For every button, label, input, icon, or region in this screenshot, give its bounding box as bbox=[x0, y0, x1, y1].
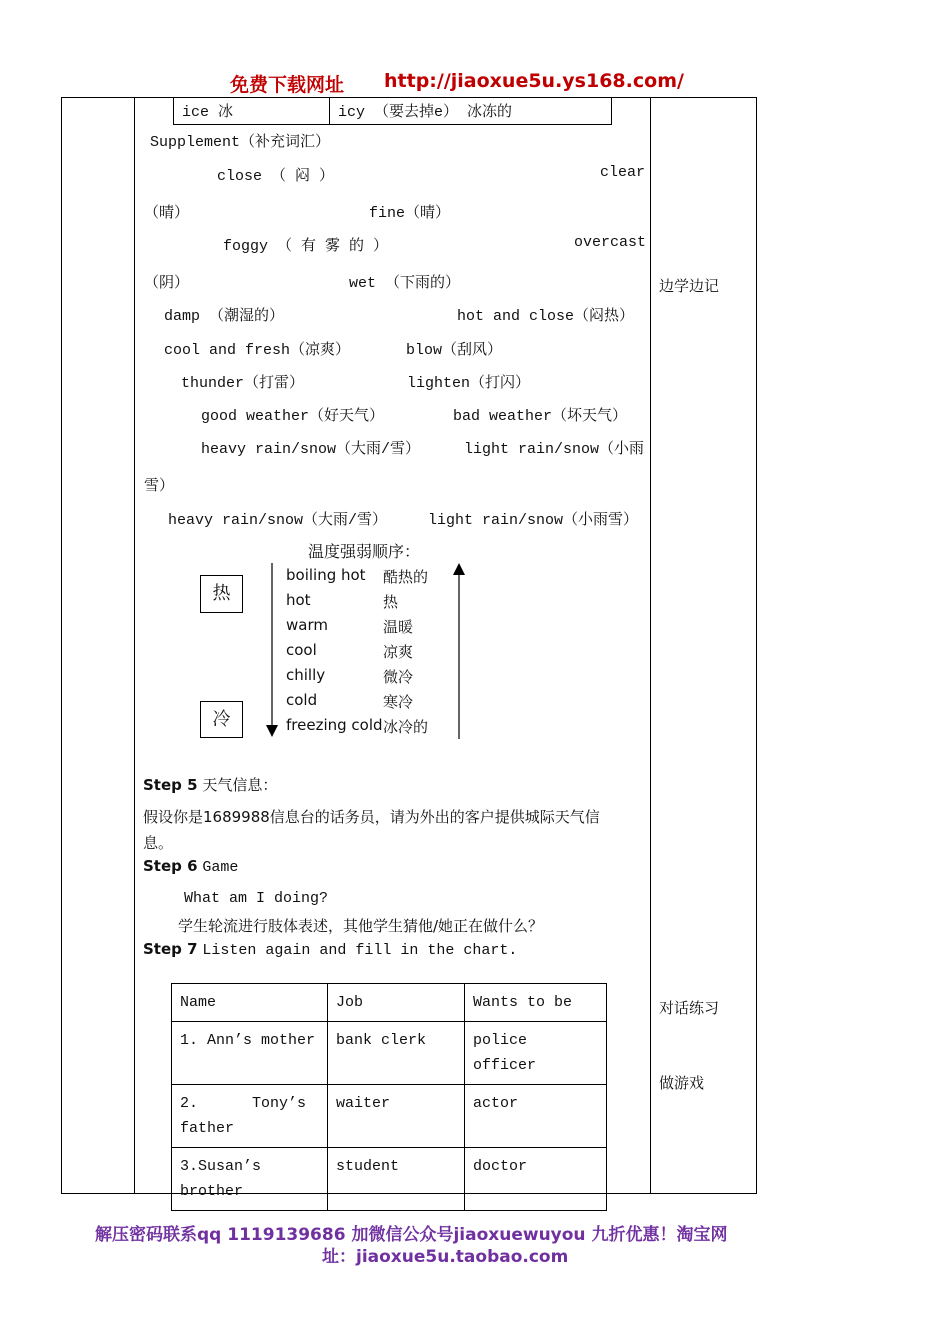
vocab-clear: clear bbox=[600, 164, 646, 181]
vocab-thunder: thunder（打雷） bbox=[181, 375, 305, 392]
up-arrow-icon bbox=[453, 563, 465, 575]
step6-title: Game bbox=[202, 859, 239, 876]
step6-heading bbox=[143, 857, 238, 876]
supplement-title: Supplement（补充词汇） bbox=[150, 134, 331, 151]
vocab-foggy: foggy （ 有 雾 的 ） bbox=[223, 238, 389, 255]
header-job: Job bbox=[328, 984, 465, 1022]
vocab-good-weather: good weather（好天气） bbox=[201, 408, 385, 425]
step7-label: Step 7 bbox=[143, 940, 198, 958]
footer-line-1: 解压密码联系qq 1119139686 加微信公众号jiaoxuewuyou 九折优惠！淘宝网 bbox=[95, 1225, 728, 1245]
table-row bbox=[172, 1022, 607, 1085]
job-chart bbox=[171, 983, 607, 1211]
temperature-en-1: hot bbox=[286, 591, 311, 609]
vocab-light-2: light rain/snow（小雨雪） bbox=[428, 512, 639, 529]
step7-heading bbox=[143, 940, 517, 959]
side-note-dialogue: 对话练习 bbox=[659, 999, 720, 1017]
temperature-cn-4: 微冷 bbox=[383, 668, 414, 686]
step5-heading bbox=[143, 774, 277, 795]
cell-name: 1. Ann’s mother bbox=[172, 1022, 328, 1085]
temperature-cn-6: 冰冷的 bbox=[383, 718, 429, 736]
temperature-en-6: freezing cold bbox=[286, 716, 383, 734]
side-note-game: 做游戏 bbox=[659, 1074, 705, 1092]
cell-wants: actor bbox=[465, 1085, 607, 1148]
temperature-cn-0: 酷热的 bbox=[383, 568, 429, 586]
header-url-link[interactable]: http://jiaoxue5u.ys168.com/ bbox=[384, 70, 684, 92]
header-wants: Wants to be bbox=[465, 984, 607, 1022]
cell-wants: police officer bbox=[465, 1022, 607, 1085]
vocab-wet: wet （下雨的） bbox=[349, 275, 461, 292]
frame-col2 bbox=[650, 97, 651, 1194]
temperature-cn-1: 热 bbox=[383, 593, 399, 611]
table-row bbox=[172, 1085, 607, 1148]
vocab-blow: blow（刮风） bbox=[406, 342, 503, 359]
frame-left bbox=[61, 97, 62, 1194]
step5-text-1: 假设你是1689988信息台的话务员，请为外出的客户提供城际天气信 bbox=[143, 808, 600, 826]
side-note-learn: 边学边记 bbox=[659, 277, 720, 295]
temperature-cn-3: 凉爽 bbox=[383, 643, 414, 661]
cold-box: 冷 bbox=[200, 701, 243, 738]
step5-text-2: 息。 bbox=[143, 834, 174, 852]
vocab-light-1-cont: 雪） bbox=[144, 478, 175, 495]
step6-desc: 学生轮流进行肢体表述，其他学生猜他/她正在做什么？ bbox=[178, 917, 544, 935]
step6-question: What am I doing? bbox=[184, 890, 329, 907]
header-name: Name bbox=[172, 984, 328, 1022]
temperature-en-0: boiling hot bbox=[286, 566, 366, 584]
vocab-cool-fresh: cool and fresh（凉爽） bbox=[164, 342, 351, 359]
table-row bbox=[172, 1148, 607, 1211]
vocab-close: close （ 闷 ） bbox=[217, 168, 335, 185]
down-arrow-icon bbox=[266, 725, 278, 737]
table-row bbox=[172, 984, 607, 1022]
vocab-overcast: overcast bbox=[574, 234, 647, 251]
cell-wants: doctor bbox=[465, 1148, 607, 1211]
vocab-bad-weather: bad weather（坏天气） bbox=[453, 408, 628, 425]
vocab-heavy-2: heavy rain/snow（大雨/雪） bbox=[168, 512, 388, 529]
frame-right bbox=[756, 97, 757, 1194]
vocab-clear-cn: （晴） bbox=[144, 205, 190, 222]
ice-word-table bbox=[173, 97, 612, 125]
vocab-fine: fine（晴） bbox=[369, 205, 451, 222]
temperature-en-5: cold bbox=[286, 691, 318, 709]
vocab-overcast-cn: （阴） bbox=[144, 275, 190, 292]
cell-name: 2. Tony’s father bbox=[172, 1085, 328, 1148]
temperature-cn-2: 温暖 bbox=[383, 618, 414, 636]
step6-label: Step 6 bbox=[143, 857, 198, 875]
vocab-light-1: light rain/snow（小雨 bbox=[464, 441, 645, 458]
vocab-lighten: lighten（打闪） bbox=[407, 375, 531, 392]
vocab-heavy-1: heavy rain/snow（大雨/雪） bbox=[201, 441, 421, 458]
hot-box: 热 bbox=[200, 575, 243, 613]
vocab-hot-close: hot and close（闷热） bbox=[457, 308, 635, 325]
temperature-en-4: chilly bbox=[286, 666, 326, 684]
cell-name: 3.Susan’s brother bbox=[172, 1148, 328, 1211]
cell-job: student bbox=[328, 1148, 465, 1211]
ice-cell: ice 冰 bbox=[174, 98, 330, 125]
step5-label: Step 5 bbox=[143, 776, 198, 794]
frame-col1 bbox=[134, 97, 135, 1194]
cell-job: waiter bbox=[328, 1085, 465, 1148]
cell-job: bank clerk bbox=[328, 1022, 465, 1085]
temperature-cn-5: 寒冷 bbox=[383, 693, 414, 711]
vocab-damp: damp （潮湿的） bbox=[164, 308, 285, 325]
temperature-en-2: warm bbox=[286, 616, 328, 634]
temperature-en-3: cool bbox=[286, 641, 317, 659]
header-label: 免费下载网址 bbox=[230, 74, 345, 96]
footer-line-2[interactable]: 址：jiaoxue5u.taobao.com bbox=[322, 1247, 569, 1267]
icy-cell: icy （要去掉e） 冰冻的 bbox=[330, 98, 612, 125]
step5-title: 天气信息： bbox=[202, 776, 278, 794]
temperature-title: 温度强弱顺序： bbox=[308, 542, 421, 561]
step7-title: Listen again and fill in the chart. bbox=[202, 942, 518, 959]
